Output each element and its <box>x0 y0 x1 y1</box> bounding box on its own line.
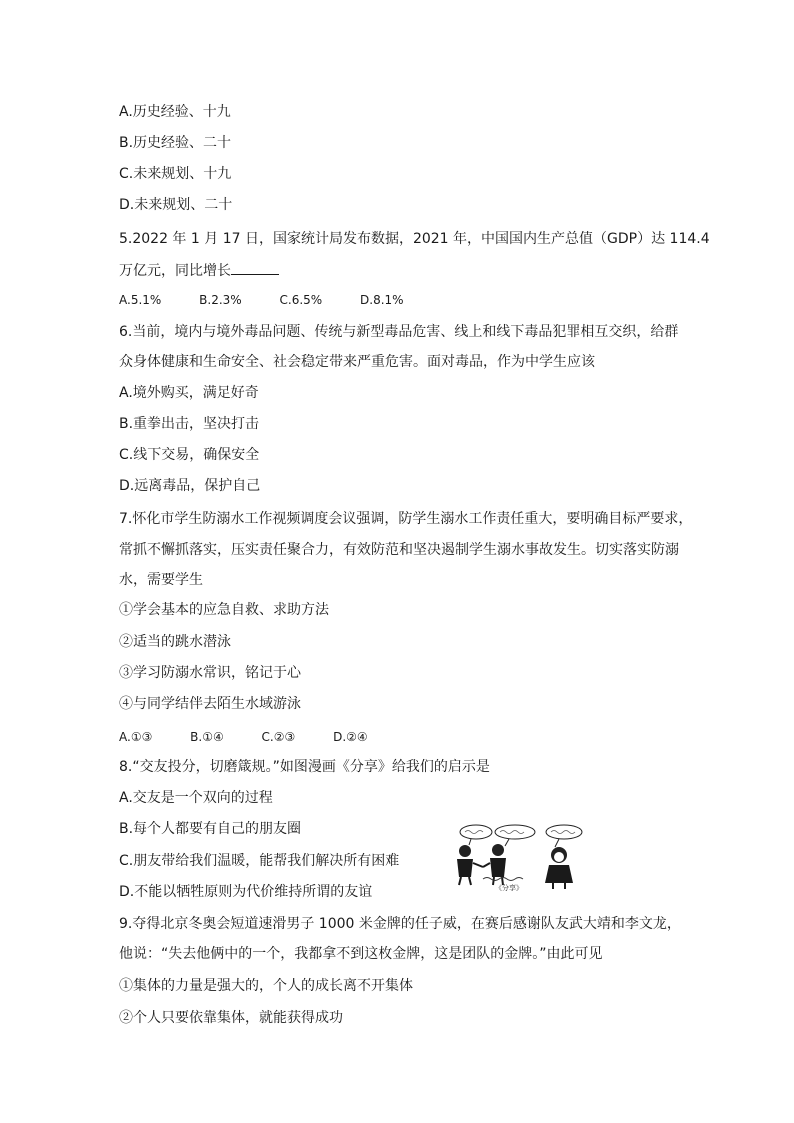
q7-item-3: ③学习防溺水常识，铭记于心 <box>119 665 301 681</box>
cartoon-illustration <box>443 823 589 891</box>
q7-option-b: B.①④ <box>190 730 224 744</box>
q5-option-a: A.5.1% <box>119 293 162 307</box>
q4-option-d: D.未来规划、二十 <box>119 197 233 213</box>
q6-option-b: B.重拳出击，坚决打击 <box>119 416 260 432</box>
q7-item-2: ②适当的跳水潜泳 <box>119 634 231 650</box>
q6-stem-line1: 6.当前，境内与境外毒品问题、传统与新型毒品危害、线上和线下毒品犯罪相互交织，给群 <box>119 324 679 340</box>
q7-options <box>119 727 402 747</box>
q9-item-1: ①集体的力量是强大的，个人的成长离不开集体 <box>119 978 413 994</box>
q7-option-a: A.①③ <box>119 730 153 744</box>
q5-stem-line2 <box>119 260 279 281</box>
q8-option-b: B.每个人都要有自己的朋友圈 <box>119 821 302 837</box>
q9-item-2: ②个人只要依靠集体，就能获得成功 <box>119 1010 343 1026</box>
q4-option-c: C.未来规划、十九 <box>119 166 232 182</box>
q5-option-c: C.6.5% <box>279 293 323 307</box>
q9-stem-line2: 他说：“失去他俩中的一个，我都拿不到这枚金牌，这是团队的金牌。”由此可见 <box>119 946 603 962</box>
q7-item-4: ④与同学结伴去陌生水域游泳 <box>119 696 301 712</box>
q4-option-a: A.历史经验、十九 <box>119 104 231 120</box>
q4-option-b: B.历史经验、二十 <box>119 135 232 151</box>
q5-option-d: D.8.1% <box>360 293 404 307</box>
q9-stem-line1: 9.夺得北京冬奥会短道速滑男子 1000 米金牌的任子威，在赛后感谢队友武大靖和李文龙， <box>119 916 681 932</box>
q7-option-d: D.②④ <box>333 730 368 744</box>
cartoon-caption: 《分享》 <box>495 884 523 891</box>
q7-stem-line2: 常抓不懈抓落实，压实责任聚合力，有效防范和坚决遏制学生溺水事故发生。切实落实防溺 <box>119 542 679 558</box>
q7-stem-line1: 7.怀化市学生防溺水工作视频调度会议强调，防学生溺水工作责任重大，要明确目标严要求， <box>119 511 693 527</box>
q5-stem-text: 万亿元，同比增长 <box>119 263 231 279</box>
sharing-cartoon <box>443 823 589 891</box>
q7-stem-line3: 水，需要学生 <box>119 572 203 588</box>
answer-blank <box>231 260 279 275</box>
q8-option-a: A.交友是一个双向的过程 <box>119 790 273 806</box>
q5-stem-line1: 5.2022 年 1 月 17 日，国家统计局发布数据，2021 年，中国国内生产总值（GDP）达 114.4 <box>119 231 710 247</box>
q6-stem-line2: 众身体健康和生命安全、社会稳定带来严重危害。面对毒品，作为中学生应该 <box>119 354 595 370</box>
q5-options <box>119 290 438 310</box>
q8-option-c: C.朋友带给我们温暖，能帮我们解决所有困难 <box>119 853 400 869</box>
q5-option-b: B.2.3% <box>199 293 242 307</box>
q8-option-d: D.不能以牺牲原则为代价维持所谓的友谊 <box>119 884 373 900</box>
q8-stem: 8.“交友投分，切磨箴规。”如图漫画《分享》给我们的启示是 <box>119 759 490 775</box>
q7-option-c: C.②③ <box>261 730 296 744</box>
q6-option-a: A.境外购买，满足好奇 <box>119 385 259 401</box>
q7-item-1: ①学会基本的应急自救、求助方法 <box>119 602 329 618</box>
q6-option-d: D.远离毒品，保护自己 <box>119 478 261 494</box>
q6-option-c: C.线下交易，确保安全 <box>119 447 260 463</box>
